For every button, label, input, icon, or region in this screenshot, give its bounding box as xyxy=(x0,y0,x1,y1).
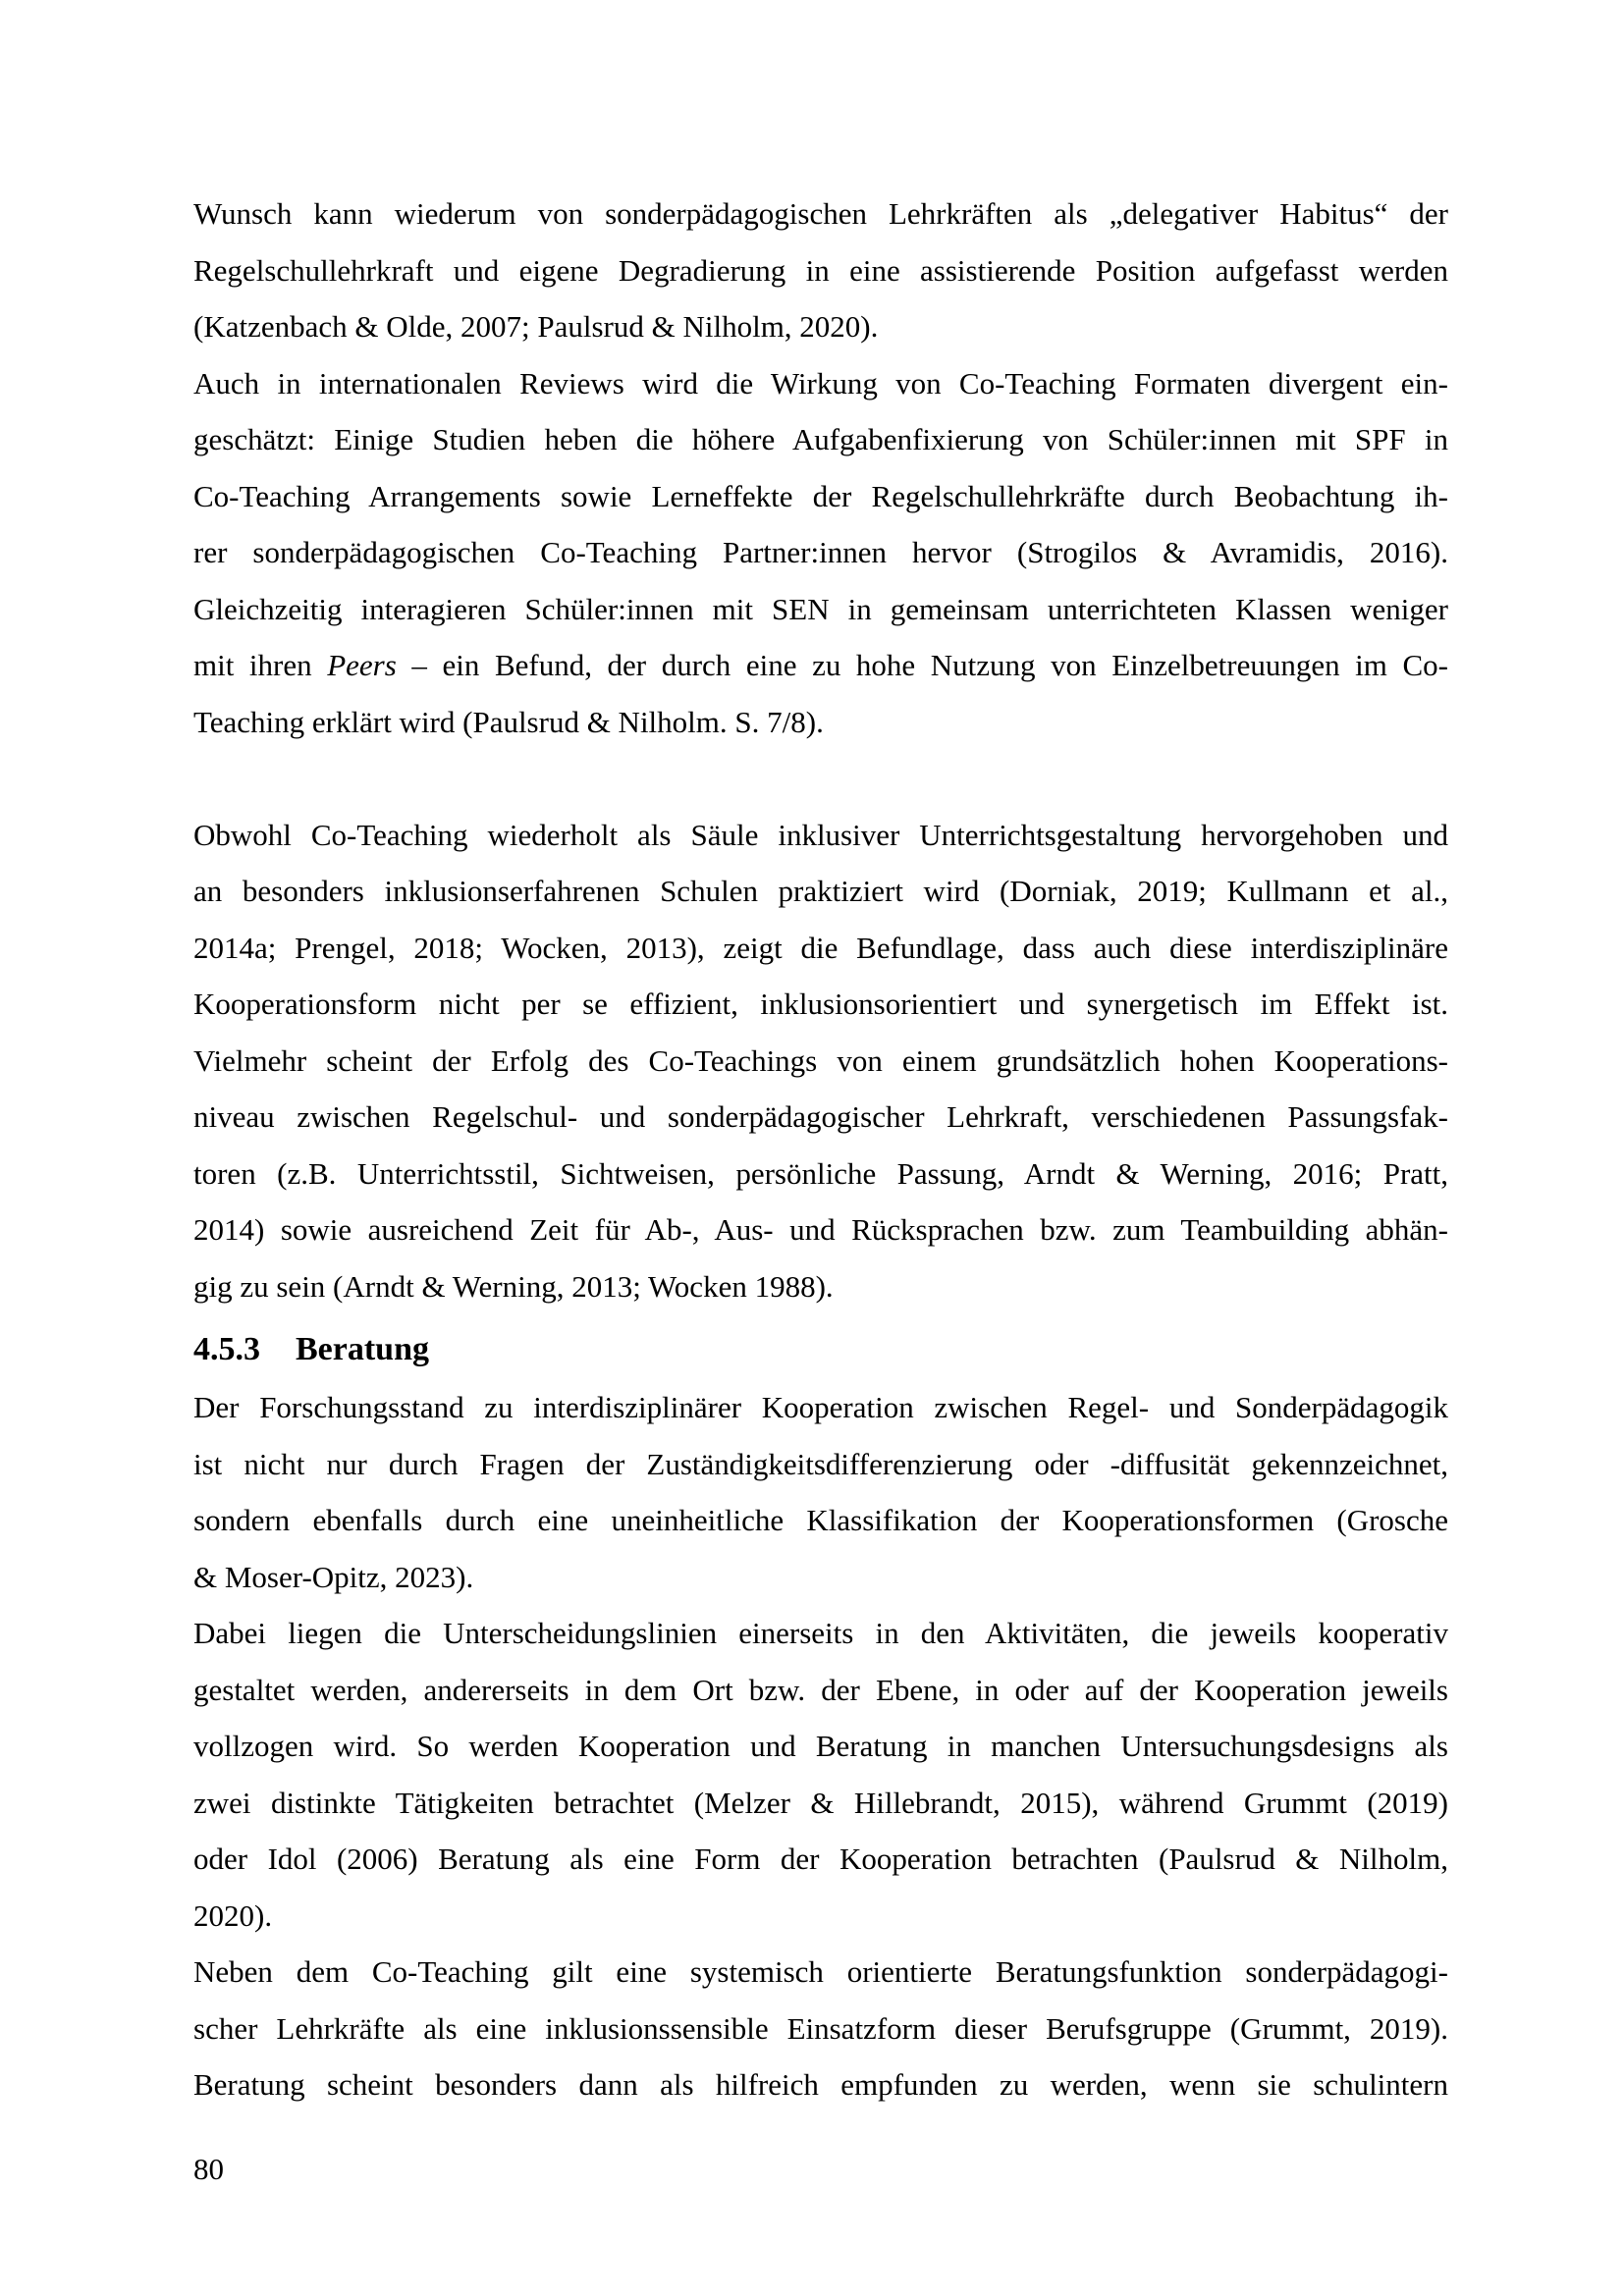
text-line: Obwohl Co-Teaching wiederholt als Säule inklusiver Unterrichtsgestaltung hervorgehoben und xyxy=(193,817,1448,852)
text-line: sondern ebenfalls durch eine uneinheitliche Klassifikation der Kooperationsformen (Grosche xyxy=(193,1503,1448,1537)
paragraph-continuation xyxy=(193,186,1448,355)
paragraph-gap xyxy=(193,750,1448,807)
section-title: Beratung xyxy=(296,1331,429,1367)
text-line: Kooperationsform nicht per se effizient, inklusionsorientiert und synergetisch im Effekt ist. xyxy=(193,987,1448,1021)
text-line: Der Forschungsstand zu interdisziplinärer Kooperation zwischen Regel- und Sonderpädagogik xyxy=(193,1390,1448,1424)
paragraph-research-state xyxy=(193,1379,1448,1605)
text-line: Dabei liegen die Unterscheidungslinien einerseits in den Aktivitäten, die jeweils kooperativ xyxy=(193,1616,1448,1650)
text-run: – ein Befund, der durch eine zu hohe Nutzung von Einzelbetreuungen im Co- xyxy=(396,648,1448,682)
text-line: 2014) sowie ausreichend Zeit für Ab-, Aus- und Rücksprachen bzw. zum Teambuilding abhän- xyxy=(193,1212,1448,1247)
paragraph-international-reviews xyxy=(193,355,1448,751)
page-number: 80 xyxy=(193,2152,224,2186)
text-line: gig zu sein (Arndt & Werning, 2013; Wocken 1988). xyxy=(193,1268,834,1304)
text-line: gestaltet werden, andererseits in dem Ort bzw. der Ebene, in oder auf der Kooperation jeweils xyxy=(193,1672,1448,1707)
text-line: oder Idol (2006) Beratung als eine Form der Kooperation betrachten (Paulsrud & Nilholm, xyxy=(193,1842,1448,1876)
text-line: zwei distinkte Tätigkeiten betrachtet (Melzer & Hillebrandt, 2015), während Grummt (2019) xyxy=(193,1785,1448,1820)
text-line: 2020). xyxy=(193,1897,273,1933)
text-line: ist nicht nur durch Fragen der Zuständigkeitsdifferenzierung oder -diffusität gekennzeichnet, xyxy=(193,1446,1448,1481)
page-body xyxy=(193,186,1448,2113)
text-line: Auch in internationalen Reviews wird die Wirkung von Co-Teaching Formaten divergent ein- xyxy=(193,365,1448,400)
text-line: Wunsch kann wiederum von sonderpädagogischen Lehrkräften als „delegativer Habitus“ der xyxy=(193,196,1448,231)
text-run: mit ihren xyxy=(193,648,328,682)
text-line: Beratung scheint besonders dann als hilfreich empfunden zu werden, wenn sie schulintern xyxy=(193,2067,1448,2102)
text-line: scher Lehrkräfte als eine inklusionssensible Einsatzform dieser Berufsgruppe (Grummt, 2019). xyxy=(193,2010,1448,2046)
section-heading xyxy=(193,1320,1448,1379)
text-line: Teaching erklärt wird (Paulsrud & Nilholm. S. 7/8). xyxy=(193,704,824,739)
text-line xyxy=(193,637,1448,694)
text-line: Neben dem Co-Teaching gilt eine systemisch orientierte Beratungsfunktion sonderpädagogi- xyxy=(193,1954,1448,1989)
text-line: rer sonderpädagogischen Co-Teaching Partner:innen hervor (Strogilos & Avramidis, 2016). xyxy=(193,535,1448,569)
text-line: Co-Teaching Arrangements sowie Lerneffekte der Regelschullehrkräfte durch Beobachtung ih- xyxy=(193,478,1448,513)
text-line: Gleichzeitig interagieren Schüler:innen mit SEN in gemeinsam unterrichteten Klassen weniger xyxy=(193,591,1448,626)
text-line: Vielmehr scheint der Erfolg des Co-Teachings von einem grundsätzlich hohen Kooperations- xyxy=(193,1042,1448,1078)
text-line: Regelschullehrkraft und eigene Degradierung in eine assistierende Position aufgefasst werden xyxy=(193,252,1448,288)
paragraph-counseling-function xyxy=(193,1944,1448,2113)
text-line: & Moser-Opitz, 2023). xyxy=(193,1559,474,1594)
text-line: vollzogen wird. So werden Kooperation und Beratung in manchen Untersuchungsdesigns als xyxy=(193,1729,1448,1763)
text-line: 2014a; Prengel, 2018; Wocken, 2013), zeigt die Befundlage, dass auch diese interdisziplinäre xyxy=(193,930,1448,965)
section-number: 4.5.3 xyxy=(193,1331,260,1367)
text-line: (Katzenbach & Olde, 2007; Paulsrud & Nilholm, 2020). xyxy=(193,309,879,344)
text-line: an besonders inklusionserfahrenen Schulen praktiziert wird (Dorniak, 2019; Kullmann et al., xyxy=(193,874,1448,908)
text-line: geschätzt: Einige Studien heben die höhere Aufgabenfixierung von Schüler:innen mit SPF in xyxy=(193,422,1448,456)
paragraph-co-teaching-findings xyxy=(193,807,1448,1315)
paragraph-distinction-lines xyxy=(193,1605,1448,1944)
text-line: niveau zwischen Regelschul- und sonderpädagogischer Lehrkraft, verschiedenen Passungsfak- xyxy=(193,1099,1448,1134)
text-line: toren (z.B. Unterrichtsstil, Sichtweisen, persönliche Passung, Arndt & Werning, 2016; Pratt, xyxy=(193,1155,1448,1191)
italic-term: Peers xyxy=(327,648,397,682)
